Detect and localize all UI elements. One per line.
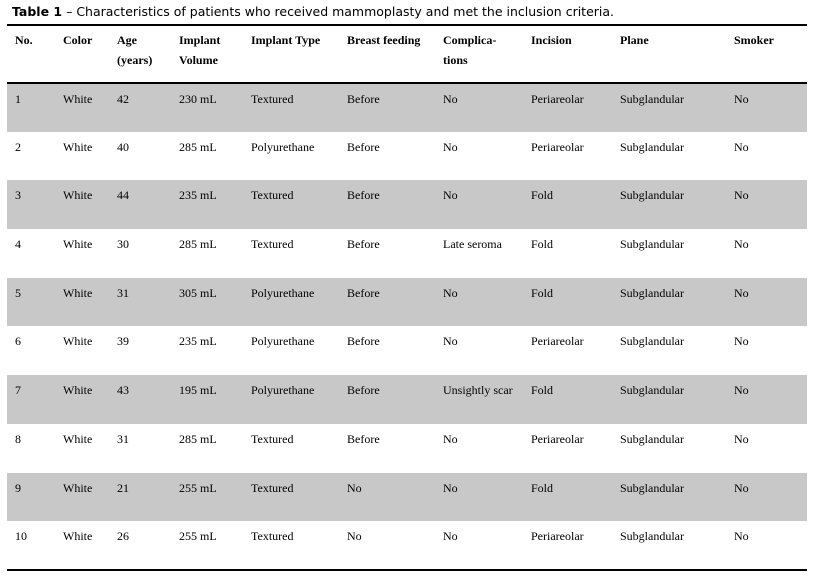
cell-breast-feeding: Before — [347, 431, 380, 446]
cell-age: 43 — [109, 375, 171, 424]
cell-implant-volume: 235 mL — [179, 334, 217, 349]
cell-smoker: No — [734, 139, 749, 154]
cell-color: White — [63, 334, 93, 349]
cell-no: 9 — [7, 473, 55, 522]
header-breast-feeding: Breast feeding — [339, 25, 435, 83]
header-color: Color — [55, 25, 109, 83]
cell-color: White — [55, 180, 109, 229]
cell-implant-type: Polyurethane — [243, 375, 339, 424]
cell-implant-type: Textured — [243, 521, 339, 570]
cell-implant-type: Textured — [243, 83, 339, 132]
cell-implant-volume: 230 mL — [171, 83, 243, 132]
header-incision: Incision — [523, 25, 612, 83]
cell-breast-feeding: Before — [347, 237, 380, 252]
cell-incision: Fold — [523, 473, 612, 522]
cell-breast-feeding: Before — [339, 278, 435, 327]
cell-color: White — [63, 431, 93, 446]
cell-complications: No — [435, 83, 523, 132]
cell-implant-volume: 255 mL — [171, 473, 243, 522]
cell-smoker: No — [726, 180, 807, 229]
header-complications: Complica- tions — [435, 25, 523, 83]
cell-incision: Fold — [523, 278, 612, 327]
cell-age: 40 — [117, 139, 129, 154]
cell-complications: No — [435, 473, 523, 522]
cell-color: White — [55, 278, 109, 327]
cell-implant-volume: 285 mL — [179, 237, 217, 252]
header-age: Age (years) — [109, 25, 171, 83]
table-row — [7, 229, 807, 278]
table-row — [7, 180, 807, 229]
cell-breast-feeding: Before — [339, 83, 435, 132]
cell-color: White — [63, 139, 93, 154]
cell-breast-feeding: Before — [347, 139, 380, 154]
cell-plane: Subglandular — [612, 521, 726, 570]
cell-color: White — [55, 83, 109, 132]
cell-implant-type: Textured — [251, 431, 294, 446]
cell-implant-volume: 285 mL — [179, 431, 217, 446]
cell-age: 44 — [109, 180, 171, 229]
cell-breast-feeding: No — [339, 473, 435, 522]
cell-age: 31 — [109, 278, 171, 327]
cell-implant-type: Textured — [243, 180, 339, 229]
cell-incision: Fold — [523, 180, 612, 229]
cell-no: 1 — [7, 83, 55, 132]
cell-breast-feeding: Before — [347, 334, 380, 349]
cell-breast-feeding: Before — [339, 375, 435, 424]
cell-breast-feeding: Before — [339, 180, 435, 229]
cell-complications: No — [435, 180, 523, 229]
table-row — [7, 278, 807, 327]
cell-plane: Subglandular — [612, 278, 726, 327]
cell-smoker: No — [726, 473, 807, 522]
table-caption-label: Table 1 — [12, 4, 63, 19]
cell-implant-type: Textured — [251, 237, 294, 252]
table-header-row — [7, 25, 807, 83]
cell-age: 26 — [109, 521, 171, 570]
cell-smoker: No — [734, 237, 749, 252]
cell-color: White — [55, 375, 109, 424]
cell-color: White — [55, 521, 109, 570]
cell-plane: Subglandular — [620, 334, 684, 349]
cell-incision: Fold — [523, 375, 612, 424]
cell-color: White — [55, 473, 109, 522]
cell-plane: Subglandular — [612, 473, 726, 522]
cell-plane: Subglandular — [620, 139, 684, 154]
cell-incision: Periareolar — [523, 521, 612, 570]
cell-smoker: No — [726, 83, 807, 132]
cell-implant-volume: 255 mL — [171, 521, 243, 570]
cell-smoker: No — [734, 334, 749, 349]
cell-incision: Periareolar — [531, 334, 584, 349]
header-implant-type: Implant Type — [243, 25, 339, 83]
cell-implant-volume: 195 mL — [171, 375, 243, 424]
cell-incision: Fold — [531, 237, 554, 252]
header-implant-volume: Implant Volume — [171, 25, 243, 83]
header-plane: Plane — [612, 25, 726, 83]
cell-smoker: No — [734, 431, 749, 446]
cell-implant-volume: 305 mL — [171, 278, 243, 327]
cell-incision: Periareolar — [531, 139, 584, 154]
cell-color: White — [63, 237, 93, 252]
cell-no: 8 — [15, 431, 21, 446]
cell-smoker: No — [726, 278, 807, 327]
patient-characteristics-table — [7, 24, 807, 571]
cell-no: 3 — [7, 180, 55, 229]
header-no: No. — [7, 25, 55, 83]
table-row — [7, 326, 807, 375]
cell-smoker: No — [726, 521, 807, 570]
cell-complications: No — [443, 334, 458, 349]
cell-implant-volume: 235 mL — [171, 180, 243, 229]
cell-incision: Periareolar — [531, 431, 584, 446]
cell-no: 5 — [7, 278, 55, 327]
cell-implant-type: Polyurethane — [251, 139, 315, 154]
table-row — [7, 424, 807, 473]
cell-implant-type: Textured — [243, 473, 339, 522]
table-row — [7, 521, 807, 570]
cell-implant-type: Polyurethane — [243, 278, 339, 327]
cell-incision: Periareolar — [523, 83, 612, 132]
cell-plane: Subglandular — [612, 83, 726, 132]
cell-no: 7 — [7, 375, 55, 424]
table-row — [7, 132, 807, 181]
table-caption — [12, 4, 614, 19]
cell-complications: No — [443, 431, 458, 446]
table-caption-text: – Characteristics of patients who received mammoplasty and met the inclusion criteria. — [62, 4, 615, 19]
cell-age: 31 — [117, 431, 129, 446]
cell-complications: No — [435, 278, 523, 327]
cell-no: 6 — [15, 334, 21, 349]
table-row — [7, 375, 807, 424]
cell-complications: No — [435, 521, 523, 570]
cell-age: 42 — [109, 83, 171, 132]
cell-age: 21 — [109, 473, 171, 522]
table-row — [7, 473, 807, 522]
cell-no: 10 — [7, 521, 55, 570]
cell-complications: Late seroma — [443, 237, 502, 252]
cell-plane: Subglandular — [620, 431, 684, 446]
cell-plane: Subglandular — [612, 180, 726, 229]
cell-smoker: No — [726, 375, 807, 424]
cell-plane: Subglandular — [612, 375, 726, 424]
table-row — [7, 83, 807, 132]
cell-plane: Subglandular — [620, 237, 684, 252]
cell-complications: Unsightly scar — [435, 375, 523, 424]
header-smoker: Smoker — [726, 25, 807, 83]
cell-no: 4 — [15, 237, 21, 252]
cell-age: 30 — [117, 237, 129, 252]
cell-implant-type: Polyurethane — [251, 334, 315, 349]
cell-complications: No — [443, 139, 458, 154]
cell-no: 2 — [15, 139, 21, 154]
cell-breast-feeding: No — [339, 521, 435, 570]
cell-age: 39 — [117, 334, 129, 349]
cell-implant-volume: 285 mL — [179, 139, 217, 154]
